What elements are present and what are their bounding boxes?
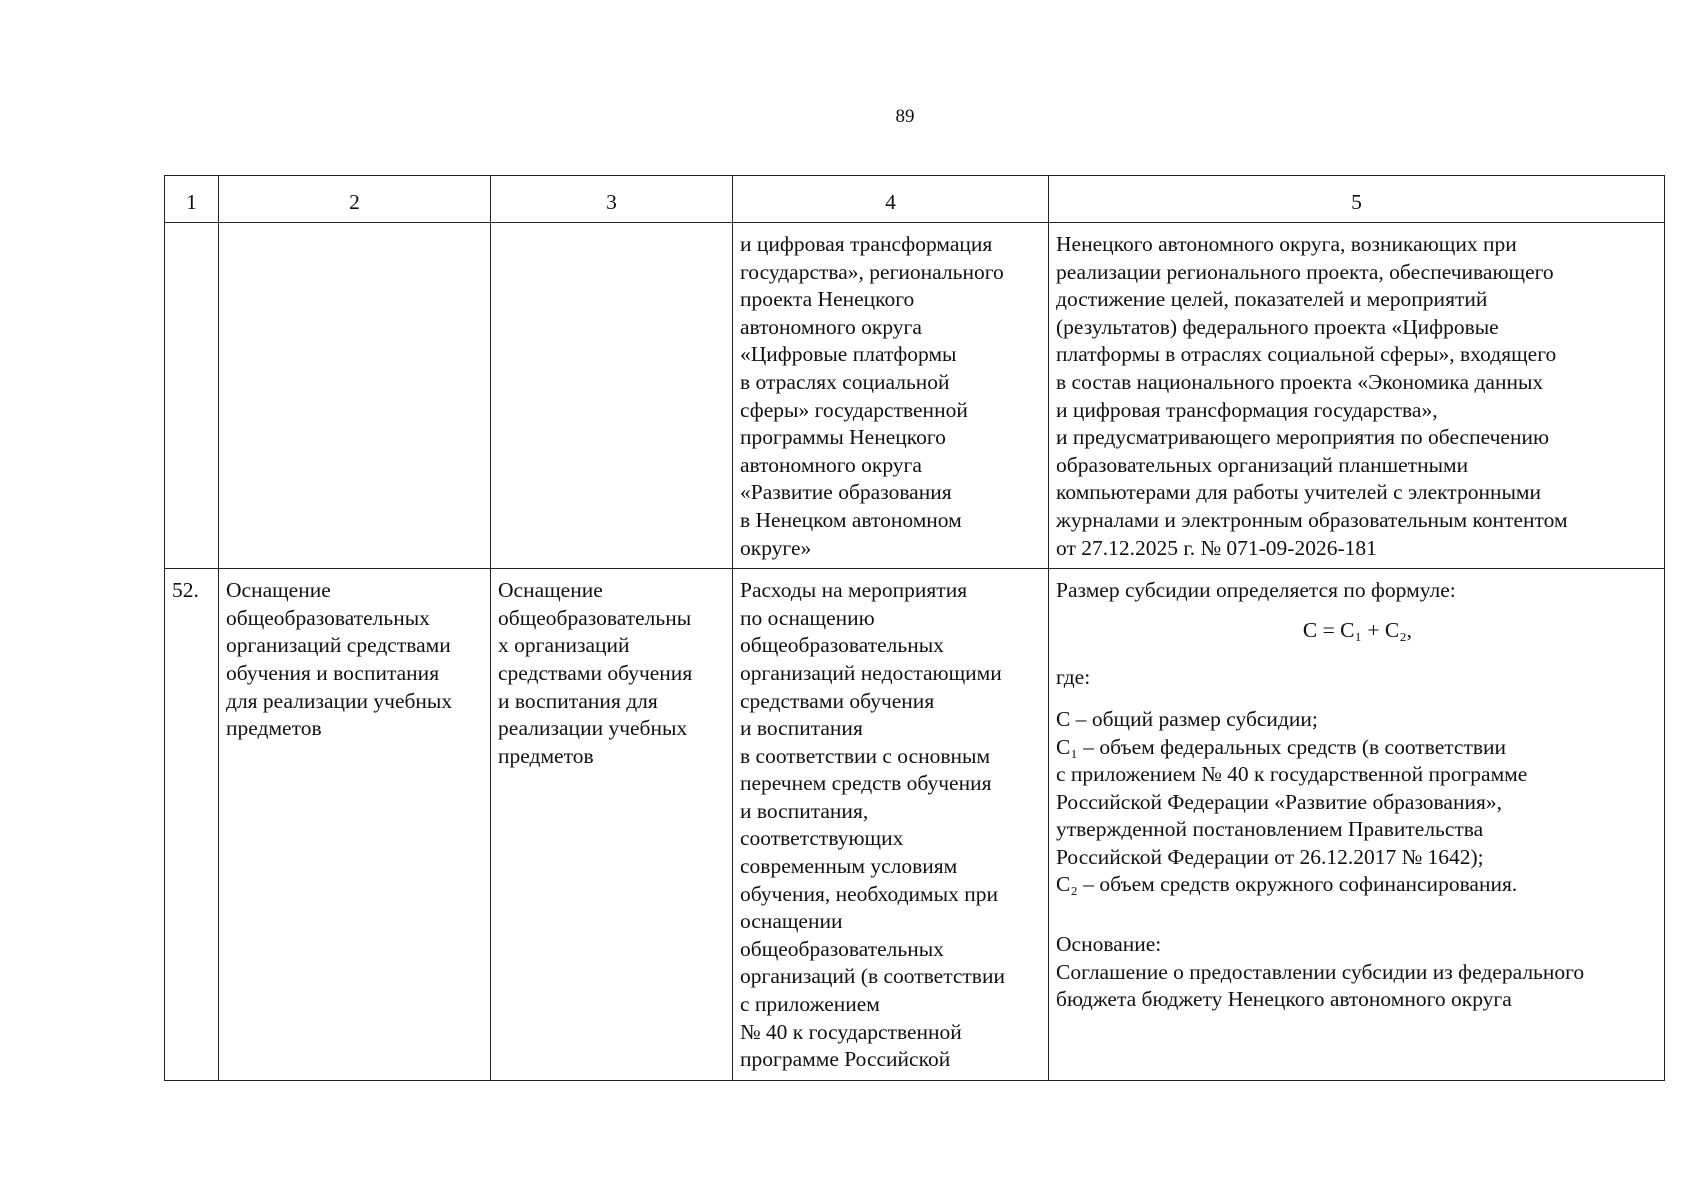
row-number: 52. <box>165 569 219 1081</box>
column-header-1: 1 <box>165 176 219 223</box>
column-header-3: 3 <box>491 176 733 223</box>
cell-expense-description: и цифровая трансформация государства», регионального проекта Ненецкого автономного округа «Цифровые платформы в отраслях социальной сферы» государственной программы Ненецкого автономного округа «Развитие образования в Ненецком автономном округе» <box>733 223 1049 569</box>
table-header-row <box>165 176 1665 223</box>
formula-where-label: где: <box>1056 665 1091 690</box>
cell-basis: Ненецкого автономного округа, возникающих при реализации регионального проекта, обеспечивающего достижение целей, показателей и мероприятий (результатов) федерального проекта «Цифровые платформы в отраслях социальной сферы», входящего в состав национального проекта «Экономика данных и цифровая трансформация государства», и предусматривающего мероприятия по обеспечению образовательных организаций планшетными компьютерами для работы учителей с электронными журналами и электронным образовательным контентом от 27.12.2025 г. № 071-09-2026-181 <box>1049 223 1665 569</box>
document-table <box>164 175 1665 1081</box>
cell-expense-direction <box>491 223 733 569</box>
column-header-2: 2 <box>219 176 491 223</box>
column-header-4: 4 <box>733 176 1049 223</box>
table-row-continued <box>165 223 1665 569</box>
cell-expense-direction: Оснащение общеобразовательны х организаций средствами обучения и воспитания для реализации учебных предметов <box>491 569 733 1081</box>
cell-number <box>165 223 219 569</box>
spacer <box>1056 692 1659 706</box>
subsidy-formula: C = C₁ + C₂, <box>1302 617 1413 642</box>
table-row-52 <box>165 569 1665 1081</box>
formula-definitions: С – общий размер субсидии; С₁ – объем федеральных средств (в соответствии с приложением № 40 к государственной программе Российской Федерации «Развитие образования», утвержденной постановлением Правительства Российской Федерации от 26.12.2017 № 1642); С₂ – объем средств окружного софинансирования. <box>1056 706 1528 897</box>
page-number: 89 <box>895 106 915 127</box>
spacer <box>1056 899 1659 931</box>
basis-label: Основание: <box>1056 932 1162 957</box>
cell-event-name: Оснащение общеобразовательных организаций средствами обучения и воспитания для реализации учебных предметов <box>219 569 491 1081</box>
cell-expense-description: Расходы на мероприятия по оснащению общеобразовательных организаций недостающими средствами обучения и воспитания в соответствии с основным перечнем средств обучения и воспитания, соответствующих современным условиям обучения, необходимых при оснащении общеобразовательных организаций (в соответствии с приложением № 40 к государственной программе Российской <box>733 569 1049 1081</box>
cell-subsidy-calculation <box>1049 569 1665 1081</box>
column-header-5: 5 <box>1049 176 1665 223</box>
basis-text: Соглашение о предоставлении субсидии из федерального бюджета бюджету Ненецкого автономного округа <box>1056 959 1585 1012</box>
formula-intro: Размер субсидии определяется по формуле: <box>1056 578 1456 603</box>
cell-event-name <box>219 223 491 569</box>
